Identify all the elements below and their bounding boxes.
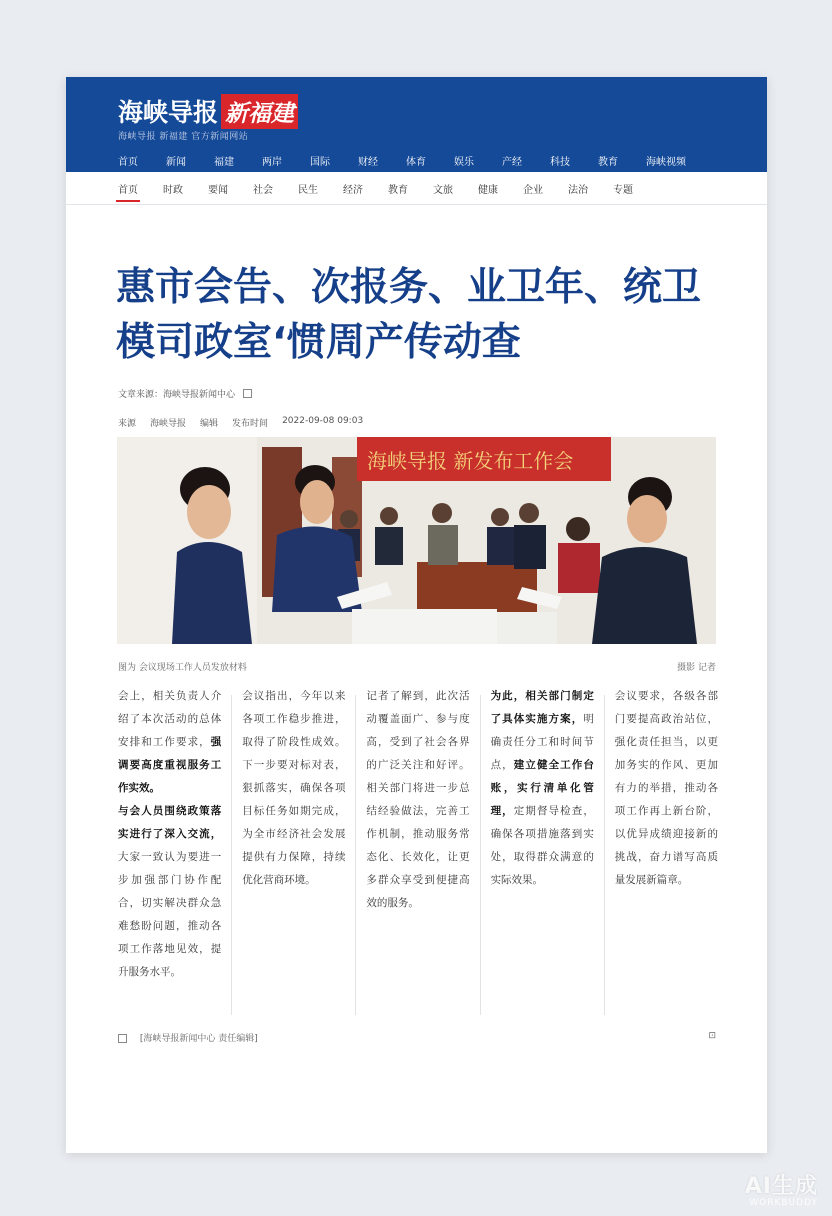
- article-column: [491, 685, 594, 1015]
- subnav-item[interactable]: 企业: [523, 185, 543, 196]
- paragraph-bold-text: 强调要高度重视服务工作实效。: [118, 736, 222, 794]
- meta-item: 2022-09-08 09:03: [282, 416, 364, 426]
- meta-item: 来源: [118, 419, 137, 429]
- meta-item: 编辑: [200, 419, 219, 429]
- column-divider: [480, 695, 481, 1015]
- logo-tag-text: 新福建: [221, 94, 298, 129]
- primary-nav: [118, 153, 714, 168]
- subnav-item[interactable]: 文旅: [433, 185, 453, 196]
- nav-item[interactable]: 新闻: [166, 157, 186, 168]
- editor-credit: [海峡导报新闻中心 责任编辑]: [139, 1034, 258, 1044]
- paragraph-text: 会上，相关负责人介绍了本次活动的总体安排和工作要求，: [118, 690, 222, 748]
- subnav-item[interactable]: 教育: [388, 185, 408, 196]
- article-column: [615, 685, 718, 1015]
- nav-item[interactable]: 产经: [502, 157, 522, 168]
- subnav-item[interactable]: 时政: [163, 185, 183, 196]
- nav-item[interactable]: 国际: [310, 157, 330, 168]
- logo-main-text: 海峡导报: [118, 98, 219, 127]
- paragraph-text: 明确责任分工和时间节点，: [490, 713, 594, 771]
- column-divider: [355, 695, 356, 1015]
- nav-item[interactable]: 福建: [214, 157, 234, 168]
- paragraph-text: 会议要求，各级各部门要提高政治站位，强化责任担当，: [614, 690, 719, 748]
- paragraph-text: 会议指出，今年以来各项工作稳步推进，取得了阶段性成效。: [242, 690, 346, 748]
- subnav-item[interactable]: 社会: [253, 185, 273, 196]
- paragraph-text: 记者了解到，此次活动覆盖面广、参与度高，受到了社会各界的广泛关注和好评。: [366, 690, 470, 771]
- paragraph-text: 下一步要对标对表，狠抓落实，确保各项目标任务如期完成，为全市经济社会发展提供有力保障，持续优化营商环境。: [242, 759, 346, 886]
- article-column: [242, 685, 345, 1015]
- paragraph-text: 以更加务实的作风、更加有力的举措，推动各项工作再上新台阶，以优异成绩迎接新的挑战，奋力谱写高质量发展新篇章。: [614, 736, 719, 886]
- article-column: [366, 685, 469, 1015]
- article-meta: [118, 416, 363, 429]
- paragraph-text: 相关部门将进一步总结经验做法，完善工作机制，推动服务常态化、长效化，让更多群众享受到便捷高效的服务。: [366, 782, 470, 909]
- subnav-item[interactable]: 健康: [478, 185, 498, 196]
- subnav-item-active[interactable]: 首页: [118, 181, 138, 196]
- article-source: [118, 387, 252, 400]
- column-divider: [231, 695, 232, 1015]
- subnav-item[interactable]: 法治: [568, 185, 588, 196]
- subnav-item[interactable]: 要闻: [208, 185, 228, 196]
- article-body: [118, 685, 718, 1015]
- site-logo[interactable]: [118, 95, 298, 127]
- banner-text: 海峡导报 新发布工作会: [367, 449, 574, 473]
- nav-item[interactable]: 科技: [550, 157, 570, 168]
- nav-item[interactable]: 娱乐: [454, 157, 474, 168]
- nav-item[interactable]: 海峡视频: [646, 157, 686, 168]
- watermark-main: AI生成: [744, 1174, 818, 1199]
- article-headline: 惠市会告、次报务、业卫年、统卫模司政室‘惯周产传动查: [116, 265, 702, 365]
- article-page: [66, 77, 767, 1153]
- paragraph-text: 大家一致认为要进一步加强部门协作配合，切实解决群众急难愁盼问题，推动各项工作落地见效，提升服务水平。: [118, 851, 222, 978]
- expand-icon[interactable]: ⊡: [708, 1031, 716, 1041]
- meeting-photo-illustration: [117, 437, 716, 644]
- meta-item: 海峡导报: [150, 419, 187, 429]
- secondary-nav: [66, 172, 767, 205]
- meta-item: 发布时间: [232, 419, 269, 429]
- paragraph-bold-text: 建立健全工作台账，实行清单化管理，: [490, 759, 594, 817]
- nav-item[interactable]: 体育: [406, 157, 426, 168]
- paragraph-text: 定期督导检查，确保各项措施落到实处，取得群众满意的实际效果。: [490, 805, 594, 886]
- subnav-item[interactable]: 专题: [613, 185, 633, 196]
- nav-item[interactable]: 财经: [358, 157, 378, 168]
- subnav-item[interactable]: 民生: [298, 185, 318, 196]
- photo-caption: 图为 会议现场工作人员发放材料: [118, 663, 247, 673]
- nav-item[interactable]: 教育: [598, 157, 618, 168]
- paragraph-bold-text: 为此，相关部门制定了具体实施方案，: [490, 690, 594, 725]
- article-photo: [117, 437, 716, 644]
- site-header: [66, 77, 767, 172]
- print-icon[interactable]: [118, 1034, 127, 1043]
- watermark-sub: WORKBUDDY: [749, 1198, 818, 1208]
- column-divider: [604, 695, 605, 1015]
- share-icon[interactable]: [243, 389, 252, 398]
- photo-credit: 摄影 记者: [677, 663, 716, 673]
- subnav-item[interactable]: 经济: [343, 185, 363, 196]
- source-text: 文章来源：海峡导报新闻中心: [118, 390, 236, 400]
- article-column: [118, 685, 221, 1015]
- nav-item[interactable]: 首页: [118, 157, 138, 168]
- nav-item[interactable]: 两岸: [262, 157, 282, 168]
- site-tagline: 海峡导报 新福建 官方新闻网站: [118, 132, 249, 142]
- article-footer: [118, 1031, 716, 1044]
- ai-watermark: [745, 1169, 818, 1208]
- paragraph-bold-text: 与会人员围绕政策落实进行了深入交流，: [118, 805, 222, 840]
